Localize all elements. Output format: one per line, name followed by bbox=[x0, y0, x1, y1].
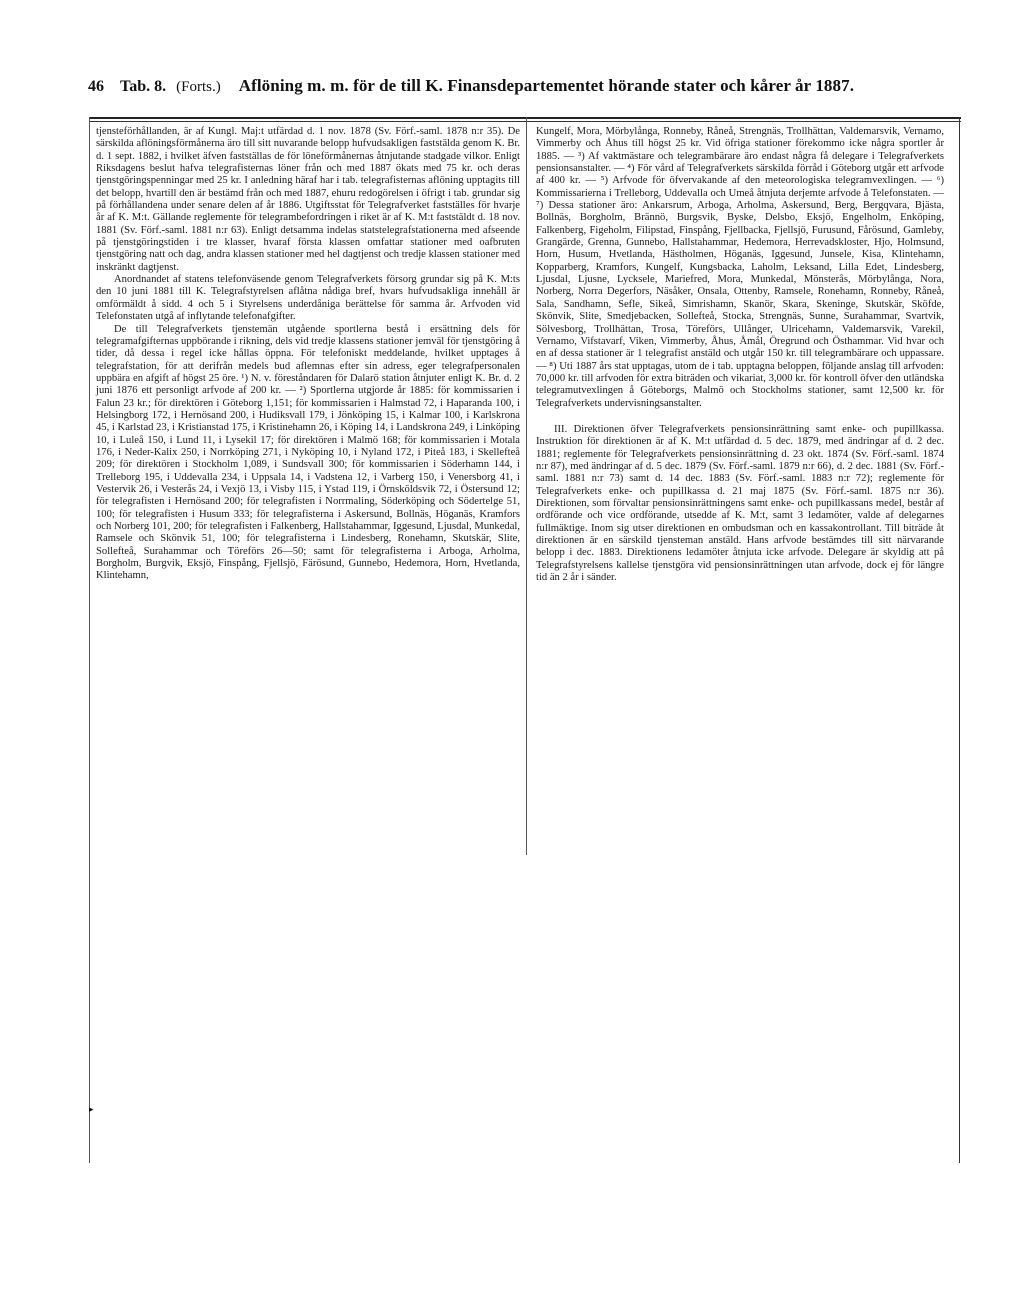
page-number: 46 bbox=[88, 78, 104, 95]
top-rule bbox=[89, 117, 961, 119]
page-title: Aflöning m. m. för de till K. Finansdepartementet hörande stater och kårer år 1887. bbox=[238, 76, 855, 95]
left-column bbox=[96, 126, 520, 583]
right-paragraph-2-section-III: III. Direktionen öfver Telegrafverkets pensionsinrättning samt enke- och pupillkassa. Instruktion för direktionen är af K. M:t utfärdad d. 5 dec. 1879, med ändringar af d. 2 dec. 1881; reglemente för Telegrafverkets pensionsinrättning d. 23 okt. 1874 (Sv. Förf.-saml. 1874 n:r 87), med ändringar af d. 5 dec. 1879 (Sv. Förf.-saml. 1879 n:r 66), d. 2 dec. 1881 (Sv. Förf.-saml. 1881 n:r 73) samt d. 14 dec. 1883 (Sv. Förf.-saml. 1883 n:r 72); reglemente för Telegrafverkets enke- och pupillkassa d. 21 maj 1875 (Sv. Förf.-saml. 1875 n:r 36). Direktionen, som förvaltar pensionsinrättningens samt enke- och pupillkassans medel, består af ordförande och vice ordförande, utsedde af K. M:t, samt 3 ledamöter, valde af delegarnes fullmäktige. Inom sig utser direktionen en ombudsman och en kassakontrollant. Till biträde åt direktionen är en särskild tjensteman anstäld. Hans arfvode bestämdes till sitt närvarande belopp i dec. 1883. Direktionens ledamöter åtnjuta icke arfvode. Delegare är skyldig att på Telegrafstyrelsens kallelse tjenstgöra vid pensionsinrättningen utan arfvode, dock ej för längre tid än 2 år i sänder. bbox=[536, 423, 944, 584]
left-paragraph-3: De till Telegrafverkets tjenstemän utgående sportlerna bestå i ersättning dels för telegramafgifternas uppbörande i rikning, dels vid tredje klassens stationer jemväl för tjenstgöring å tider, då dessa i regel icke hållas öppna. För telefoniskt meddelande, hvilket upptages å telegrafstation, för att derifrån medels bud aflemnas efter sin adress, eger telegrafpersonalen uppbära en afgift af högst 25 öre. ¹) N. v. föreståndaren för Dalarö station åtnjuter enligt K. Br. d. 2 juni 1876 ett personligt arfvode af 200 kr. — ²) Sportlerna utgjorde år 1885: för kommissarien i Falun 23 kr.; för direktören i Göteborg 1,151; för kommissarien i Halmstad 72, i Haparanda 100, i Helsingborg 172, i Hernösand 200, i Hudiksvall 179, i Jönköping 15, i Kalmar 100, i Karlskrona 45, i Karlstad 23, i Kristianstad 175, i Kristinehamn 26, i Köping 14, i Landskrona 249, i Linköping 10, i Luleå 150, i Lund 11, i Lysekil 17; för direktören i Malmö 168; för kommissarien i Motala 176, i Neder-Kalix 250, i Norrköping 271, i Nyköping 10, i Nyland 172, i Piteå 183, i Skellefteå 209; för direktören i Stockholm 1,089, i Sundsvall 300; för kommissarien i Söderhamn 144, i Trelleborg 195, i Uddevalla 234, i Uppsala 14, i Vadstena 12, i Varberg 150, i Venersborg 41, i Vestervik 26, i Vesterås 24, i Vexjö 13, i Visby 115, i Ystad 119, i Örnsköldsvik 72, i Östersund 12; för telegrafisten i Hernösand 200; för telegrafisten i Norrmaling, Söderköping och Södertelge 51, 100; för telegrafisten i Husum 333; för telegrafisterna i Askersund, Bollnäs, Höganäs, Kramfors och Norberg 101, 200; för telegrafisten i Falkenberg, Hallstahammar, Iggesund, Ljusdal, Munkedal, Ramsele och Skönvik 51, 100; för telegrafisterna i Lindesberg, Ronehamn, Skutskär, Slite, Sollefteå, Surahammar och Töreförs 26—50; samt för telegrafisterna i Arboga, Arholma, Borgholm, Burgvik, Eksjö, Finspång, Fjellsjö, Färösund, Gunnebo, Hedemora, Horn, Hvetlanda, Klintehamn, bbox=[96, 323, 520, 582]
table-reference: Tab. 8. bbox=[120, 78, 167, 95]
left-paragraph-2: Anordnandet af statens telefonväsende genom Telegrafverkets försorg grundar sig på K. M:ts den 10 juni 1881 till K. Telegrafstyrelsen aflåtna nådiga bref, hvars hufvudsakliga innehåll är omförmäldt å sidd. 4 och 5 i Styrelsens underdåniga berättelse för samma år. Arfvoden vid Telefonstaten utgå af inflytande telefonafgifter. bbox=[96, 274, 520, 323]
right-paragraph-1: Kungelf, Mora, Mörbylånga, Ronneby, Råneå, Strengnäs, Trollhättan, Valdemarsvik, Vernamo, Vimmerby och Åhus till högst 25 kr. Vid öfriga stationer förekommo icke några sportler år 1885. — ³) Af vaktmästare och telegrambärare äro endast några få delegare i Telegrafverkets pensionsanstalter. — ⁴) För vård af Telegrafverkets särskilda förråd i Göteborg utgår ett arfvode af 400 kr. — ⁵) Arfvode för öfvervakande af den meteorologiska telegramvexlingen. — ⁶) Kommissarierna i Trelleborg, Uddevalla och Umeå åtnjuta derjemte arfvode å Telefonstaten. — ⁷) Dessa stationer äro: Ankarsrum, Arboga, Arholma, Askersund, Berg, Bergqvara, Bjästa, Bollnäs, Borgholm, Brännö, Burgsvik, Byske, Delsbo, Eksjö, Engelholm, Enköping, Falkenberg, Figeholm, Filipstad, Finspång, Fjellbacka, Fjellsjö, Furusund, Fårösund, Gamleby, Grangärde, Grenna, Gunnebo, Hallstahammar, Hedemora, Herrevadskloster, Hjo, Holmsund, Horn, Husum, Hvetlanda, Hästholmen, Höganäs, Iggesund, Junsele, Kisa, Klintehamn, Kopparberg, Kramfors, Kungelf, Kungsbacka, Laholm, Leksand, Lilla Edet, Lindesberg, Ljusdal, Ljusne, Lycksele, Mariefred, Mora, Munkedal, Mönsterås, Mörbylånga, Nora, Norberg, Norra Degerfors, Näsåker, Onsala, Ottenby, Ramsele, Ronehamn, Ronneby, Råneå, Sala, Sandhamn, Sefle, Sikeå, Simrishamn, Skanör, Skara, Skeninge, Skutskär, Sköfde, Skönvik, Slite, Smedjebacken, Sollefteå, Stocka, Strengnäs, Sunne, Surahammar, Svartvik, Sölvesborg, Trollhättan, Trosa, Töreförs, Ullånger, Ulricehamn, Valdemarsvik, Varekil, Vernamo, Vifstavarf, Viken, Vimmerby, Åhus, Åmål, Öregrund och Östhammar. Vid hvar och en af dessa stationer är 1 telegrafist anstäld och utgår 150 kr. till telegrambärare och uppassare. — ⁸) Uti 1887 års stat upptagas, utom de i tab. upptagna beloppen, följande anslag till arfvoden: 70,000 kr. till arfvoden för extra biträden och vikariat, 3,000 kr. för kontroll öfver den utländska telegramutvexlingen å Göteborgs, Malmö och Stockholms stationer, samt 12,500 kr. för Telegrafverkets undervisningsanstalter. bbox=[536, 126, 944, 409]
left-rule bbox=[89, 117, 90, 1163]
top-rule-thin bbox=[89, 121, 961, 122]
margin-marker-icon: ▸ bbox=[89, 1105, 94, 1115]
continuation-note: (Forts.) bbox=[176, 79, 221, 95]
right-rule bbox=[959, 117, 960, 1163]
column-divider bbox=[526, 117, 527, 855]
left-paragraph-1: tjensteförhållanden, är af Kungl. Maj:t utfärdad d. 1 nov. 1878 (Sv. Förf.-saml. 1878 n:r 35). De särskilda aflöningsförmånerna äro till sitt nuvarande belopp hufvudsakligen faststälda genom K. Br. d. 1 sept. 1882, i hvilket äfven fastställas de för löneförmånernas åtnjutande stadgade vilkor. Enligt Riksdagens beslut hafva telegrafisternas löner från och med 1887 ökats med 75 kr. och deras tjenstgöringspenningar med 25 kr. I anledning häraf har i tab. telegrafisternas aflöning upptagits till det belopp, hvartill den är bestämd från och med 1887, ehuru redogörelsen i öfrigt i tab. grundar sig på förhållandena under senare delen af år 1886. Utgiftsstat för Telegrafverket fastställes för hvarje år af K. M:t. Gällande reglemente för telegrambefordringen i riket är af K. M:t faststäldt d. 18 nov. 1881 (Sv. Förf.-saml. 1881 n:r 63). Enligt detsamma indelas statstelegrafstationerna med afseende på tjenstgöringstiden i tre klasser, hvaraf första klassen omfattar stationer med oafbruten tjenstgöring natt och dag, andra klassen stationer med hel dagtjenst och tredje klassen stationer med inskränkt dagtjenst. bbox=[96, 126, 520, 273]
page-header bbox=[88, 76, 968, 100]
right-column bbox=[536, 126, 944, 584]
